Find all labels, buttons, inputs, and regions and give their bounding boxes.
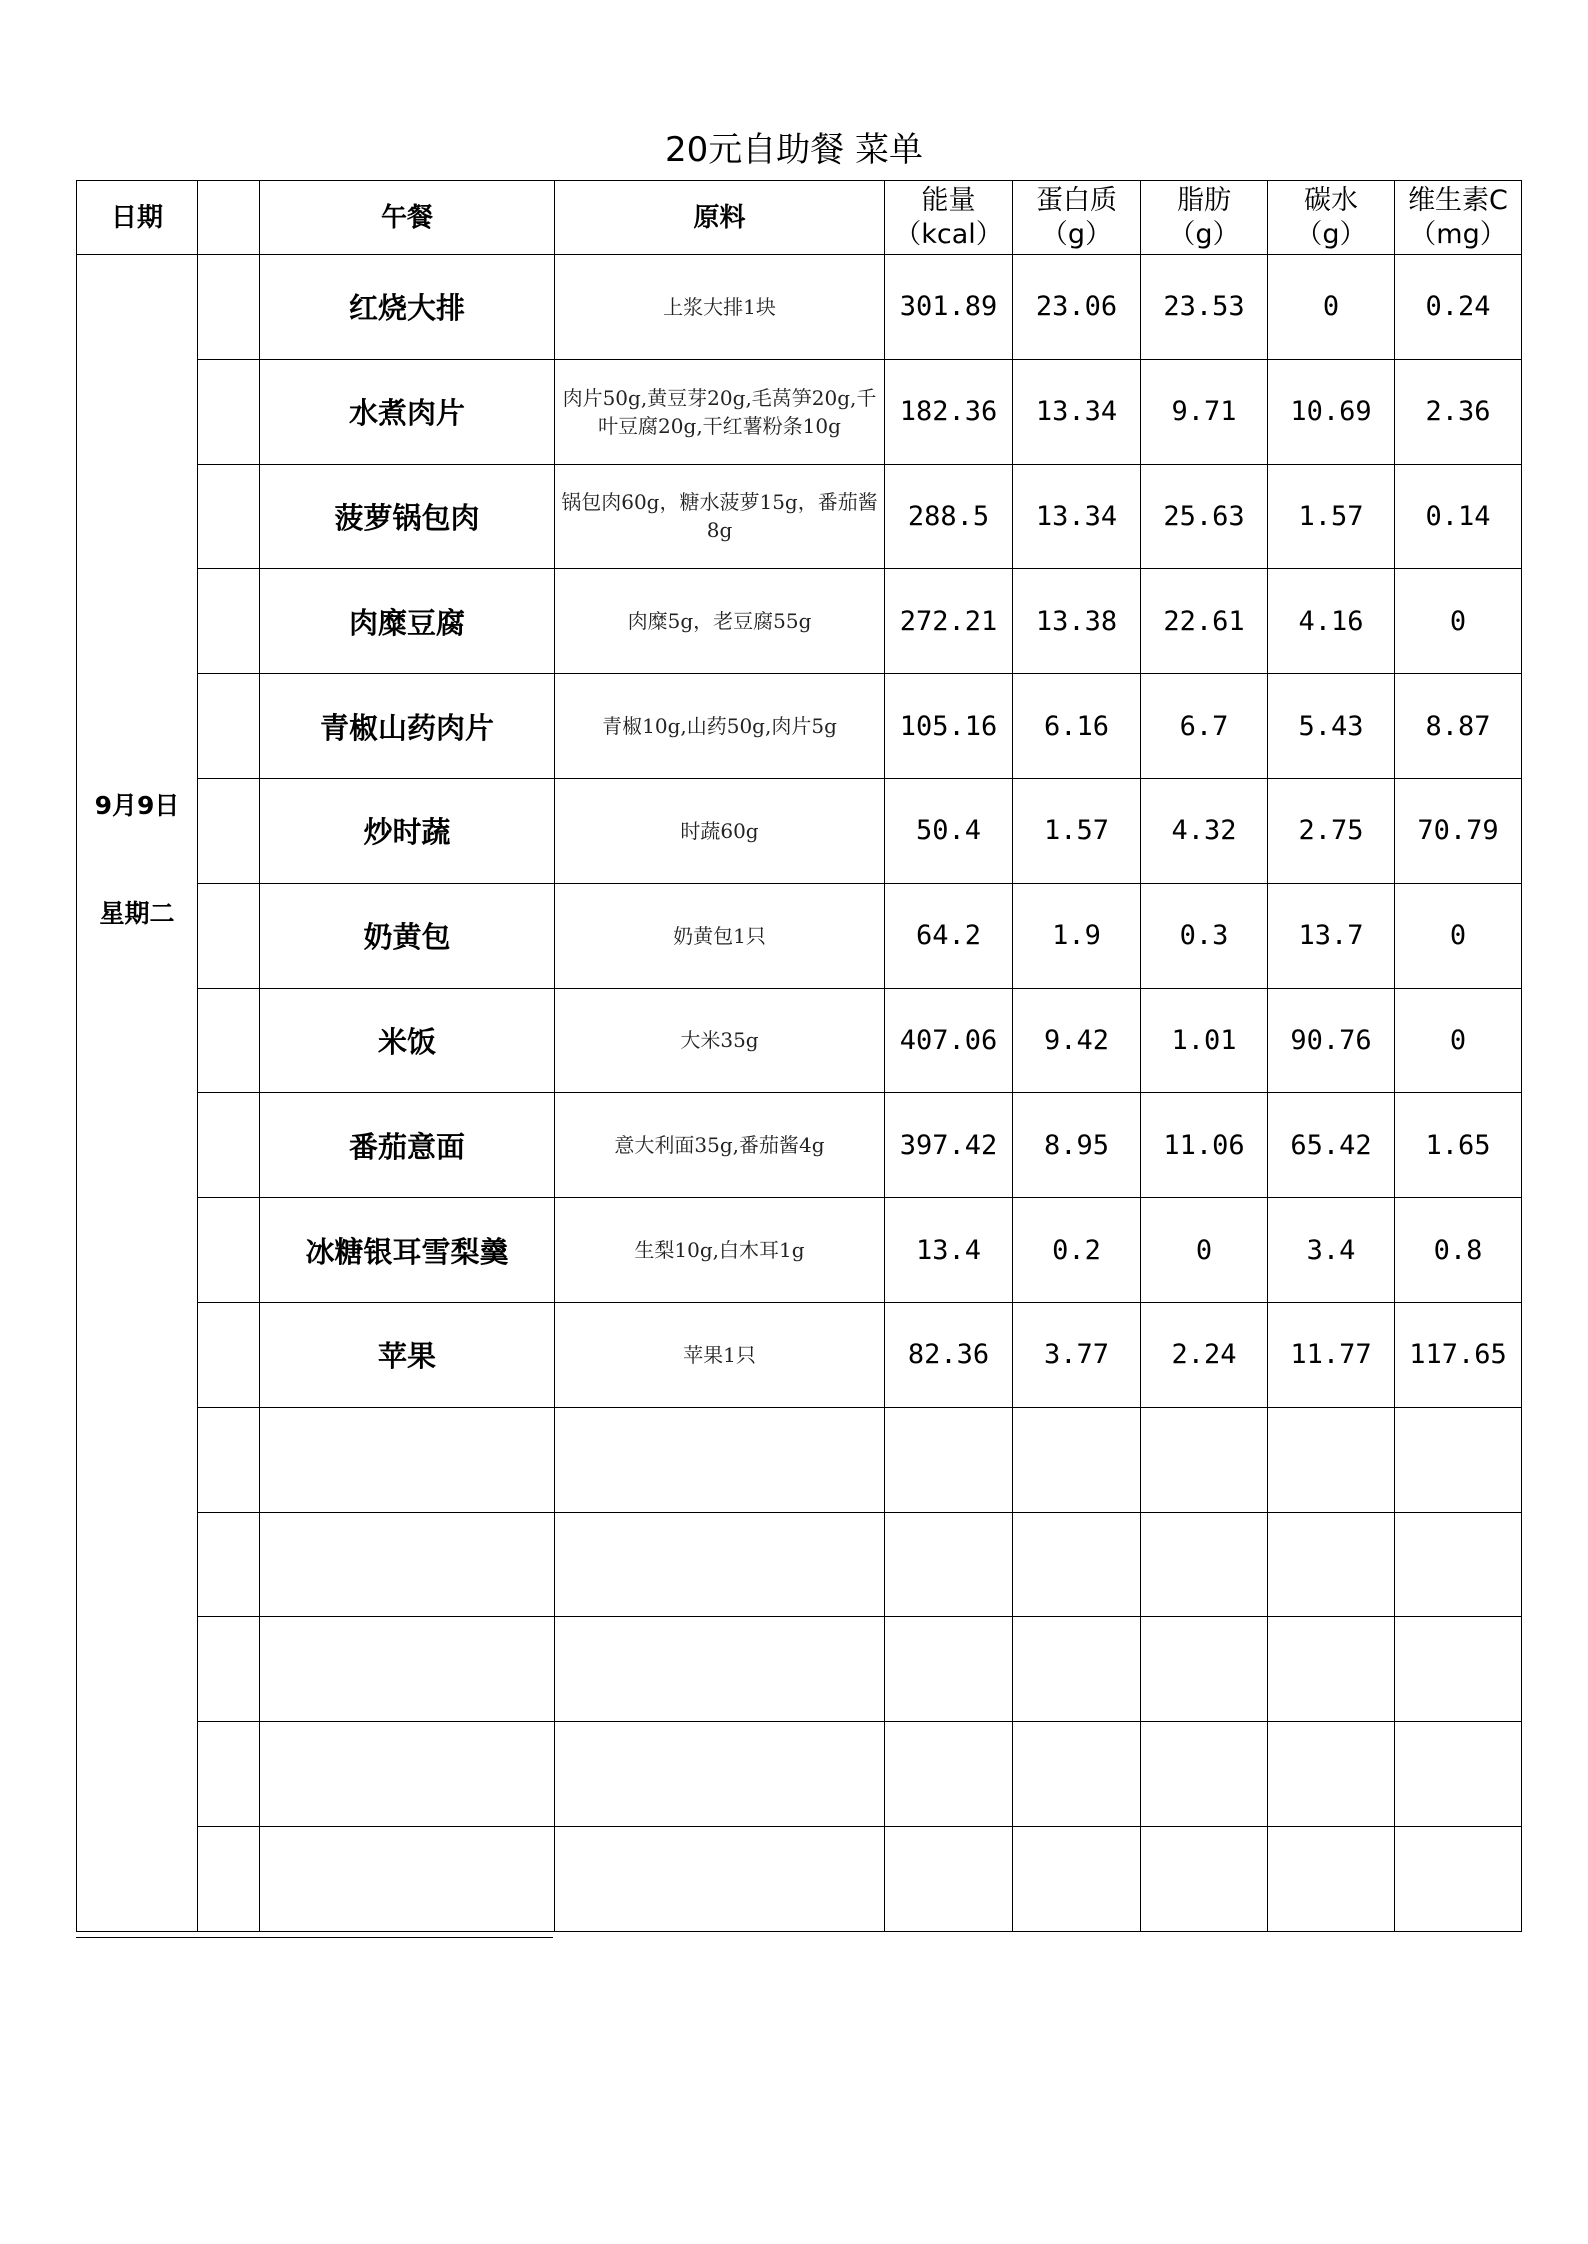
row-blank-cell bbox=[198, 1826, 260, 1931]
vitc-value bbox=[1395, 1512, 1522, 1617]
dish-name bbox=[260, 1722, 555, 1827]
vitc-value bbox=[1395, 1722, 1522, 1827]
energy-value: 407.06 bbox=[885, 988, 1013, 1093]
vitc-value: 0 bbox=[1395, 988, 1522, 1093]
fat-value: 22.61 bbox=[1141, 569, 1268, 674]
row-blank-cell bbox=[198, 883, 260, 988]
header-carbs-label: 碳水 bbox=[1304, 184, 1358, 216]
fat-value: 0 bbox=[1141, 1198, 1268, 1303]
header-vitc-unit: （mg） bbox=[1409, 218, 1507, 250]
protein-value: 13.34 bbox=[1013, 464, 1141, 569]
date-weekday: 星期二 bbox=[99, 898, 175, 928]
table-row bbox=[77, 778, 1522, 883]
menu-body bbox=[77, 255, 1522, 1932]
header-fat-unit: （g） bbox=[1168, 218, 1240, 250]
date-cell bbox=[77, 255, 198, 1932]
ingredients-cell: 肉片50g,黄豆芽20g,毛莴笋20g,千叶豆腐20g,干红薯粉条10g bbox=[555, 359, 885, 464]
ingredients-cell: 肉糜5g，老豆腐55g bbox=[555, 569, 885, 674]
carbs-value bbox=[1268, 1722, 1395, 1827]
energy-value: 272.21 bbox=[885, 569, 1013, 674]
fat-value bbox=[1141, 1722, 1268, 1827]
energy-value bbox=[885, 1512, 1013, 1617]
energy-value: 82.36 bbox=[885, 1302, 1013, 1407]
menu-table bbox=[76, 180, 1522, 1932]
row-blank-cell bbox=[198, 359, 260, 464]
fat-value: 6.7 bbox=[1141, 674, 1268, 779]
row-blank-cell bbox=[198, 1617, 260, 1722]
table-row bbox=[77, 674, 1522, 779]
protein-value bbox=[1013, 1407, 1141, 1512]
ingredients-cell bbox=[555, 1722, 885, 1827]
ingredients-cell: 苹果1只 bbox=[555, 1302, 885, 1407]
table-bottom-rule bbox=[76, 1937, 553, 1938]
fat-value: 23.53 bbox=[1141, 255, 1268, 360]
header-vitc-label: 维生素C bbox=[1408, 184, 1508, 216]
carbs-value: 11.77 bbox=[1268, 1302, 1395, 1407]
fat-value: 4.32 bbox=[1141, 778, 1268, 883]
ingredients-cell bbox=[555, 1617, 885, 1722]
page-title: 20元自助餐 菜单 bbox=[664, 130, 924, 170]
dish-name: 奶黄包 bbox=[260, 883, 555, 988]
table-row bbox=[77, 1407, 1522, 1512]
row-blank-cell bbox=[198, 1407, 260, 1512]
vitc-value: 1.65 bbox=[1395, 1093, 1522, 1198]
row-blank-cell bbox=[198, 569, 260, 674]
vitc-value: 0 bbox=[1395, 569, 1522, 674]
table-row bbox=[77, 1826, 1522, 1931]
header-carbs bbox=[1268, 181, 1395, 255]
header-carbs-unit: （g） bbox=[1295, 218, 1367, 250]
fat-value: 0.3 bbox=[1141, 883, 1268, 988]
dish-name: 菠萝锅包肉 bbox=[260, 464, 555, 569]
row-blank-cell bbox=[198, 464, 260, 569]
carbs-value bbox=[1268, 1826, 1395, 1931]
carbs-value: 1.57 bbox=[1268, 464, 1395, 569]
dish-name: 米饭 bbox=[260, 988, 555, 1093]
row-blank-cell bbox=[198, 1512, 260, 1617]
ingredients-cell: 上浆大排1块 bbox=[555, 255, 885, 360]
vitc-value: 8.87 bbox=[1395, 674, 1522, 779]
fat-value: 2.24 bbox=[1141, 1302, 1268, 1407]
dish-name: 水煮肉片 bbox=[260, 359, 555, 464]
table-row bbox=[77, 359, 1522, 464]
vitc-value: 0.24 bbox=[1395, 255, 1522, 360]
table-row bbox=[77, 1198, 1522, 1303]
protein-value: 1.9 bbox=[1013, 883, 1141, 988]
ingredients-cell bbox=[555, 1826, 885, 1931]
fat-value bbox=[1141, 1826, 1268, 1931]
protein-value: 23.06 bbox=[1013, 255, 1141, 360]
header-fat-label: 脂肪 bbox=[1177, 184, 1231, 216]
fat-value: 1.01 bbox=[1141, 988, 1268, 1093]
carbs-value: 5.43 bbox=[1268, 674, 1395, 779]
header-protein-label: 蛋白质 bbox=[1036, 184, 1117, 216]
dish-name: 冰糖银耳雪梨羹 bbox=[260, 1198, 555, 1303]
date-day: 9月9日 bbox=[94, 790, 180, 820]
carbs-value: 13.7 bbox=[1268, 883, 1395, 988]
row-blank-cell bbox=[198, 1722, 260, 1827]
dish-name: 苹果 bbox=[260, 1302, 555, 1407]
row-blank-cell bbox=[198, 1198, 260, 1303]
ingredients-cell bbox=[555, 1407, 885, 1512]
row-blank-cell bbox=[198, 778, 260, 883]
header-row bbox=[77, 181, 1522, 255]
fat-value bbox=[1141, 1407, 1268, 1512]
protein-value: 9.42 bbox=[1013, 988, 1141, 1093]
row-blank-cell bbox=[198, 674, 260, 779]
vitc-value: 70.79 bbox=[1395, 778, 1522, 883]
energy-value bbox=[885, 1722, 1013, 1827]
energy-value bbox=[885, 1826, 1013, 1931]
header-energy-unit: （kcal） bbox=[894, 218, 1003, 250]
carbs-value bbox=[1268, 1407, 1395, 1512]
ingredients-cell: 生梨10g,白木耳1g bbox=[555, 1198, 885, 1303]
header-protein bbox=[1013, 181, 1141, 255]
energy-value: 397.42 bbox=[885, 1093, 1013, 1198]
energy-value: 182.36 bbox=[885, 359, 1013, 464]
protein-value: 6.16 bbox=[1013, 674, 1141, 779]
energy-value: 13.4 bbox=[885, 1198, 1013, 1303]
header-lunch: 午餐 bbox=[260, 181, 555, 255]
vitc-value: 0 bbox=[1395, 883, 1522, 988]
row-blank-cell bbox=[198, 988, 260, 1093]
fat-value bbox=[1141, 1617, 1268, 1722]
vitc-value: 2.36 bbox=[1395, 359, 1522, 464]
dish-name: 番茄意面 bbox=[260, 1093, 555, 1198]
carbs-value: 4.16 bbox=[1268, 569, 1395, 674]
header-energy-label: 能量 bbox=[921, 184, 976, 216]
energy-value: 288.5 bbox=[885, 464, 1013, 569]
fat-value: 9.71 bbox=[1141, 359, 1268, 464]
energy-value: 50.4 bbox=[885, 778, 1013, 883]
row-blank-cell bbox=[198, 1093, 260, 1198]
carbs-value: 2.75 bbox=[1268, 778, 1395, 883]
protein-value bbox=[1013, 1826, 1141, 1931]
protein-value: 3.77 bbox=[1013, 1302, 1141, 1407]
protein-value: 0.2 bbox=[1013, 1198, 1141, 1303]
protein-value: 8.95 bbox=[1013, 1093, 1141, 1198]
protein-value bbox=[1013, 1617, 1141, 1722]
energy-value bbox=[885, 1407, 1013, 1512]
row-blank-cell bbox=[198, 255, 260, 360]
table-row bbox=[77, 569, 1522, 674]
table-row bbox=[77, 1617, 1522, 1722]
dish-name bbox=[260, 1512, 555, 1617]
energy-value: 105.16 bbox=[885, 674, 1013, 779]
vitc-value: 0.8 bbox=[1395, 1198, 1522, 1303]
carbs-value: 0 bbox=[1268, 255, 1395, 360]
table-row bbox=[77, 1722, 1522, 1827]
table-row bbox=[77, 988, 1522, 1093]
header-vitc bbox=[1395, 181, 1522, 255]
ingredients-cell bbox=[555, 1512, 885, 1617]
dish-name: 炒时蔬 bbox=[260, 778, 555, 883]
dish-name: 肉糜豆腐 bbox=[260, 569, 555, 674]
dish-name bbox=[260, 1617, 555, 1722]
header-fat bbox=[1141, 181, 1268, 255]
carbs-value: 10.69 bbox=[1268, 359, 1395, 464]
carbs-value bbox=[1268, 1617, 1395, 1722]
table-row bbox=[77, 1302, 1522, 1407]
energy-value: 64.2 bbox=[885, 883, 1013, 988]
ingredients-cell: 意大利面35g,番茄酱4g bbox=[555, 1093, 885, 1198]
table-row bbox=[77, 883, 1522, 988]
ingredients-cell: 奶黄包1只 bbox=[555, 883, 885, 988]
ingredients-cell: 青椒10g,山药50g,肉片5g bbox=[555, 674, 885, 779]
energy-value: 301.89 bbox=[885, 255, 1013, 360]
fat-value: 25.63 bbox=[1141, 464, 1268, 569]
ingredients-cell: 大米35g bbox=[555, 988, 885, 1093]
vitc-value bbox=[1395, 1826, 1522, 1931]
header-ingredients: 原料 bbox=[555, 181, 885, 255]
protein-value bbox=[1013, 1722, 1141, 1827]
protein-value bbox=[1013, 1512, 1141, 1617]
row-blank-cell bbox=[198, 1302, 260, 1407]
fat-value bbox=[1141, 1512, 1268, 1617]
vitc-value: 0.14 bbox=[1395, 464, 1522, 569]
carbs-value: 90.76 bbox=[1268, 988, 1395, 1093]
protein-value: 1.57 bbox=[1013, 778, 1141, 883]
energy-value bbox=[885, 1617, 1013, 1722]
ingredients-cell: 时蔬60g bbox=[555, 778, 885, 883]
table-row bbox=[77, 1512, 1522, 1617]
vitc-value bbox=[1395, 1407, 1522, 1512]
fat-value: 11.06 bbox=[1141, 1093, 1268, 1198]
table-row bbox=[77, 255, 1522, 360]
table-row bbox=[77, 464, 1522, 569]
header-date: 日期 bbox=[77, 181, 198, 255]
protein-value: 13.38 bbox=[1013, 569, 1141, 674]
vitc-value: 117.65 bbox=[1395, 1302, 1522, 1407]
vitc-value bbox=[1395, 1617, 1522, 1722]
ingredients-cell: 锅包肉60g，糖水菠萝15g，番茄酱8g bbox=[555, 464, 885, 569]
carbs-value bbox=[1268, 1512, 1395, 1617]
dish-name bbox=[260, 1407, 555, 1512]
dish-name: 青椒山药肉片 bbox=[260, 674, 555, 779]
header-protein-unit: （g） bbox=[1040, 218, 1113, 250]
dish-name: 红烧大排 bbox=[260, 255, 555, 360]
header-blank bbox=[198, 181, 260, 255]
carbs-value: 65.42 bbox=[1268, 1093, 1395, 1198]
table-row bbox=[77, 1093, 1522, 1198]
protein-value: 13.34 bbox=[1013, 359, 1141, 464]
carbs-value: 3.4 bbox=[1268, 1198, 1395, 1303]
dish-name bbox=[260, 1826, 555, 1931]
header-energy bbox=[885, 181, 1013, 255]
